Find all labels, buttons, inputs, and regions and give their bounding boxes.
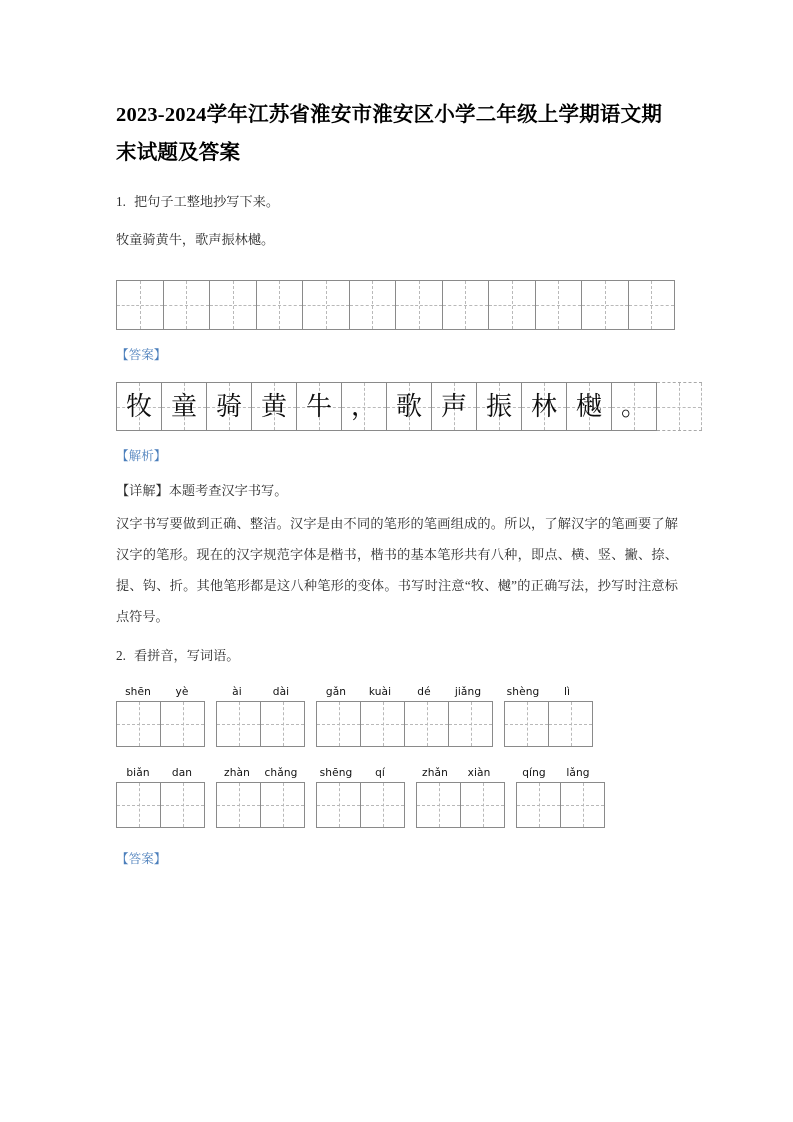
pinyin-syllable: yè	[175, 686, 189, 698]
question-1-answer-grid	[116, 382, 678, 431]
pinyin-syllable: zhàn	[224, 767, 250, 779]
answer-grid-block	[116, 382, 657, 431]
pinyin-grid-cell[interactable]	[361, 702, 405, 746]
pinyin-syllable: gǎn	[325, 686, 347, 698]
pinyin-syllable: kuài	[368, 686, 392, 698]
pinyin-grid-block[interactable]	[116, 701, 205, 747]
pinyin-grid-cell[interactable]	[161, 702, 205, 746]
pinyin-syllable: xiàn	[467, 767, 491, 779]
pinyin-syllable: lì	[563, 686, 571, 698]
pinyin-group-labels	[413, 765, 501, 781]
question-1-analysis-body: 汉字书写要做到正确、整洁。汉字是由不同的笔形的笔画组成的。所以，了解汉字的笔画要了解汉字的笔形。现在的汉字规范字体是楷书，楷书的基本笔形共有八种，即点、横、竖、撇、捺、提、钩、折。其他笔形都是这八种笔形的变体。书写时注意“牧、樾”的正确写法，抄写时注意标点符号。	[116, 516, 678, 624]
pinyin-syllable: dài	[272, 686, 290, 698]
answer-grid-cell	[117, 383, 162, 430]
pinyin-grid-cell[interactable]	[517, 783, 561, 827]
answer-character: 振	[485, 391, 512, 422]
pinyin-grid-cell[interactable]	[261, 783, 305, 827]
copy-grid-cell[interactable]	[350, 281, 397, 329]
copy-grid-cell[interactable]	[164, 281, 211, 329]
question-2-stem-text: 看拼音，写词语。	[134, 648, 240, 663]
pinyin-grid-cell[interactable]	[561, 783, 605, 827]
pinyin-grid-block[interactable]	[416, 782, 505, 828]
answer-character: 。	[620, 391, 647, 422]
pinyin-row	[116, 765, 678, 828]
group-spacer	[204, 684, 215, 700]
pinyin-exercise	[116, 684, 678, 828]
copy-grid-cell[interactable]	[582, 281, 629, 329]
answer-grid-cell	[297, 383, 342, 430]
group-spacer	[303, 684, 314, 700]
question-1	[116, 186, 678, 632]
group-spacer	[402, 765, 413, 781]
answer-character: ，	[350, 391, 377, 422]
pinyin-grid-cell[interactable]	[461, 783, 505, 827]
answer-grid-cell	[522, 383, 567, 430]
group-spacer	[303, 765, 314, 781]
page-content	[116, 96, 678, 878]
copy-grid-cell[interactable]	[536, 281, 583, 329]
pinyin-grid-cell[interactable]	[217, 783, 261, 827]
pinyin-grid-cell[interactable]	[317, 702, 361, 746]
answer-grid-cell	[612, 383, 657, 430]
answer-character: 牧	[125, 391, 152, 422]
pinyin-label-row	[116, 765, 678, 781]
answer-character: 骑	[215, 391, 242, 422]
pinyin-grid-cell[interactable]	[261, 702, 305, 746]
answer-character: 牛	[305, 391, 332, 422]
pinyin-syllable: shēng	[319, 767, 353, 779]
pinyin-group-labels	[314, 684, 490, 700]
answer-character: 童	[170, 391, 197, 422]
pinyin-grid-cell[interactable]	[417, 783, 461, 827]
answer-character: 歌	[395, 391, 422, 422]
copy-grid-cell[interactable]	[489, 281, 536, 329]
pinyin-syllable: biǎn	[126, 767, 150, 779]
copy-grid-cell[interactable]	[396, 281, 443, 329]
question-1-number: 1.	[116, 194, 126, 209]
question-1-stem	[116, 186, 678, 218]
pinyin-syllable: shèng	[506, 686, 540, 698]
pinyin-grid-block[interactable]	[504, 701, 593, 747]
question-1-stem-text: 把句子工整地抄写下来。	[134, 194, 280, 209]
question-2	[116, 640, 678, 874]
copy-grid-cell[interactable]	[117, 281, 164, 329]
answer-grid-cell	[387, 383, 432, 430]
pinyin-grid-cell[interactable]	[361, 783, 405, 827]
answer-grid-cell	[252, 383, 297, 430]
pinyin-syllable: qíng	[522, 767, 546, 779]
answer-grid-cell	[432, 383, 477, 430]
copy-grid-cell[interactable]	[257, 281, 304, 329]
pinyin-grid-block[interactable]	[216, 782, 305, 828]
question-1-sentence: 牧童骑黄牛，歌声振林樾。	[116, 232, 275, 247]
answer-grid-cell	[342, 383, 387, 430]
pinyin-group-labels	[215, 684, 303, 700]
pinyin-group-labels	[512, 765, 600, 781]
answer-character: 林	[530, 391, 557, 422]
pinyin-group-labels	[116, 684, 204, 700]
answer-character: 樾	[575, 391, 602, 422]
pinyin-syllable: zhǎn	[422, 767, 448, 779]
pinyin-row	[116, 684, 678, 747]
pinyin-grid-block[interactable]	[516, 782, 605, 828]
pinyin-grid-block[interactable]	[316, 782, 405, 828]
question-2-number: 2.	[116, 648, 126, 663]
question-2-stem	[116, 640, 678, 672]
answer-grid-tail	[657, 382, 702, 431]
pinyin-grid-cell[interactable]	[405, 702, 449, 746]
pinyin-grid-cell[interactable]	[317, 783, 361, 827]
answer-character: 声	[440, 391, 467, 422]
copy-grid-block[interactable]	[116, 280, 675, 330]
question-1-copy-grid[interactable]	[116, 280, 678, 330]
question-1-analysis-head: 【详解】本题考查汉字书写。	[116, 483, 288, 498]
pinyin-group-labels	[215, 765, 303, 781]
answer-grid-cell	[477, 383, 522, 430]
pinyin-syllable: jiǎng	[454, 686, 482, 698]
pinyin-group-labels	[501, 684, 589, 700]
pinyin-syllable: shēn	[125, 686, 151, 698]
answer-character: 黄	[260, 391, 287, 422]
answer-grid-cell	[567, 383, 612, 430]
pinyin-syllable: lǎng	[566, 767, 590, 779]
copy-grid-cell[interactable]	[303, 281, 350, 329]
copy-grid-cell[interactable]	[210, 281, 257, 329]
group-spacer	[490, 684, 501, 700]
pinyin-grid-cell[interactable]	[449, 702, 493, 746]
pinyin-grid-cell[interactable]	[549, 702, 593, 746]
answer-grid-cell	[207, 383, 252, 430]
group-spacer	[204, 765, 215, 781]
copy-grid-cell[interactable]	[629, 281, 676, 329]
pinyin-grid-block[interactable]	[316, 701, 493, 747]
answer-grid-cell-empty	[657, 383, 702, 430]
pinyin-syllable: chǎng	[264, 767, 298, 779]
pinyin-grid-cell[interactable]	[117, 783, 161, 827]
pinyin-syllable: dé	[417, 686, 431, 698]
pinyin-label-row	[116, 684, 678, 700]
group-spacer	[501, 765, 512, 781]
pinyin-group-labels	[314, 765, 402, 781]
pinyin-grid-cell[interactable]	[217, 702, 261, 746]
pinyin-grid-block[interactable]	[216, 701, 305, 747]
pinyin-grid-block[interactable]	[116, 782, 205, 828]
question-2-answer-tag: 【答案】	[116, 852, 167, 866]
pinyin-syllable: ài	[232, 686, 242, 698]
question-1-answer-tag: 【答案】	[116, 348, 167, 362]
pinyin-grid-cell[interactable]	[505, 702, 549, 746]
pinyin-syllable: dan	[171, 767, 193, 779]
pinyin-answer-grids[interactable]	[116, 701, 678, 747]
copy-grid-cell[interactable]	[443, 281, 490, 329]
pinyin-answer-grids[interactable]	[116, 782, 678, 828]
page-title: 2023-2024学年江苏省淮安市淮安区小学二年级上学期语文期末试题及答案	[116, 104, 663, 164]
answer-grid-cell	[162, 383, 207, 430]
pinyin-syllable: qí	[375, 767, 385, 779]
pinyin-group-labels	[116, 765, 204, 781]
pinyin-grid-cell[interactable]	[161, 783, 205, 827]
pinyin-grid-cell[interactable]	[117, 702, 161, 746]
question-1-analysis-tag: 【解析】	[116, 449, 167, 463]
